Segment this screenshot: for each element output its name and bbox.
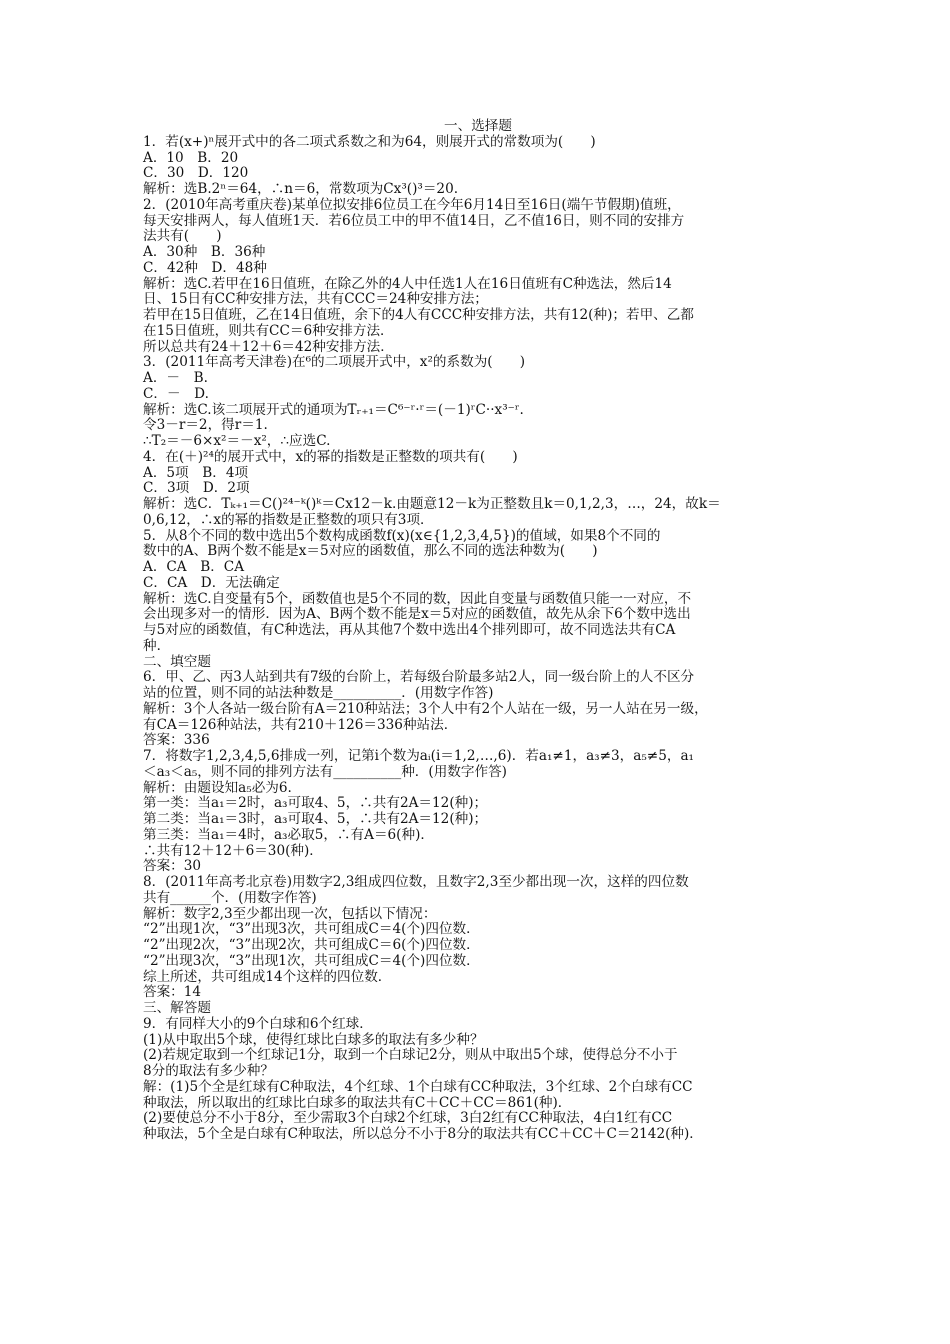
- text-line: A．10 B．20: [143, 149, 239, 166]
- text-line: ＜a₃＜a₅，则不同的排列方法有__________种．(用数字作答): [143, 763, 507, 780]
- text-line: 解析：由题设知a₅必为6.: [143, 779, 292, 796]
- text-line: 解析：选C.若甲在16日值班，在除乙外的4人中任选1人在16日值班有C种选法，然后14: [143, 275, 672, 292]
- text-line: 第二类：当a₁＝3时，a₃可取4、5，∴共有2A＝12(种)；: [143, 811, 488, 827]
- text-line: 所以总共有24＋12＋6＝42种安排方法．: [143, 338, 394, 355]
- text-line: A．－ B.: [143, 370, 208, 386]
- text-line: 8分的取法有多少种？: [143, 1063, 274, 1079]
- text-line: 会出现多对一的情形．因为A、B两个数不能是x＝5对应的函数值，故先从余下6个数中选出: [143, 606, 691, 623]
- text-line: “2”出现3次，“3”出现1次，共可组成C＝4(个)四位数．: [143, 952, 480, 969]
- text-line: A．5项 B．4项: [143, 464, 249, 481]
- text-line: 种取法，5个全是白球有C种取法，所以总分不小于8分的取法共有CC＋CC＋C＝2142(种)．: [143, 1126, 703, 1142]
- text-line: 答案：336: [143, 732, 210, 749]
- text-line: 综上所述，共可组成14个这样的四位数．: [143, 968, 392, 985]
- text-line: 9．有同样大小的9个白球和6个红球．: [143, 1015, 373, 1032]
- text-line: C．－ D.: [143, 385, 209, 402]
- text-line: 解析：3个人各站一级台阶有A＝210种站法；3个人中有2个人站在一级，另一人站在另一级，: [143, 700, 708, 717]
- text-line: 令3－r＝2，得r＝1.: [143, 417, 268, 434]
- text-line: C．30 D．120: [143, 165, 249, 182]
- text-line: C．CA D．无法确定: [143, 574, 280, 591]
- text-line: ∴共有12＋12＋6＝30(种)．: [143, 842, 323, 859]
- text-line: 解析：数字2,3至少都出现一次，包括以下情况：: [143, 905, 437, 922]
- text-line: 种取法，所以取出的红球比白球多的取法共有C＋CC＋CC＝861(种)．: [143, 1094, 572, 1111]
- text-line: A．CA B．CA: [143, 559, 245, 575]
- text-line: 法共有( ): [143, 228, 222, 245]
- text-line: 1．若(x+)ⁿ展开式中的各二项式系数之和为64，则展开式的常数项为( ): [143, 133, 596, 150]
- text-line: 共有______个．(用数字作答): [143, 889, 317, 906]
- text-line: ∴T₂＝－6×x²＝－x²，∴应选C.: [143, 433, 331, 449]
- text-line: 每天安排两人，每人值班1天．若6位员工中的甲不值14日，乙不值16日，则不同的安排方: [143, 212, 685, 229]
- section-heading: 一、选择题: [444, 118, 512, 134]
- text-line: 日、15日有CC种安排方法，共有CCC＝24种安排方法；: [143, 291, 488, 308]
- text-line: 答案：14: [143, 984, 202, 1001]
- text-line: 7．将数字1,2,3,4,5,6排成一列，记第i个数为aᵢ(i＝1,2,…,6)．若a₁≠1，a₃≠3，a₅≠5，a₁: [143, 748, 694, 764]
- text-line: 二、填空题: [143, 653, 211, 670]
- text-line: A．30种 B．36种: [143, 244, 266, 260]
- text-line: 解：(1)5个全是红球有C种取法，4个红球、1个白球有CC种取法，3个红球、2个白球有CC: [143, 1078, 693, 1095]
- text-line: “2”出现1次，“3”出现3次，共可组成C＝4(个)四位数．: [143, 921, 480, 938]
- text-line: 2．(2010年高考重庆卷)某单位拟安排6位员工在今年6月14日至16日(端午节假期)值班，: [143, 196, 681, 213]
- text-line: 8．(2011年高考北京卷)用数字2,3组成四位数，且数字2,3至少都出现一次，这样的四位数: [143, 874, 689, 890]
- text-line: 数中的A、B两个数不能是x＝5对应的函数值，那么不同的选法种数为( ): [143, 543, 598, 560]
- text-line: 4．在(＋)²⁴的展开式中，x的幂的指数是正整数的项共有( ): [143, 448, 518, 465]
- text-line: 在15日值班，则共有CC＝6种安排方法．: [143, 322, 394, 339]
- text-line: 5．从8个不同的数中选出5个数构成函数f(x)(x∈{1,2,3,4,5})的值域，如果8个不同的: [143, 527, 661, 544]
- text-line: (2)若规定取到一个红球记1分，取到一个白球记2分，则从中取出5个球，使得总分不小于: [143, 1047, 678, 1064]
- text-line: C．3项 D．2项: [143, 480, 250, 497]
- document-body: [143, 119, 813, 1143]
- text-line: 解析：选C．Tₖ₊₁＝C()²⁴⁻ᵏ()ᵏ＝Cx12－k.由题意12－k为正整数且k＝0,1,2,3，…，24，故k＝: [143, 496, 721, 512]
- text-line: 答案：30: [143, 858, 202, 875]
- text-line: 解析：选B.2ⁿ＝64，∴n＝6，常数项为Cx³()³＝20.: [143, 181, 459, 197]
- text-line: (1)从中取出5个球，使得红球比白球多的取法有多少种？: [143, 1031, 484, 1048]
- text-line: 站的位置，则不同的站法种数是__________．(用数字作答): [143, 685, 494, 701]
- text-line: 种．: [143, 637, 171, 654]
- text-line: 解析：选C.自变量有5个，函数值也是5个不同的数，因此自变量与函数值只能一一对应，不: [143, 590, 692, 607]
- text-line: 第一类：当a₁＝2时，a₃可取4、5，∴共有2A＝12(种)；: [143, 795, 488, 812]
- text-line: 6．甲、乙、丙3人站到共有7级的台阶上，若每级台阶最多站2人，同一级台阶上的人不区分: [143, 669, 695, 686]
- text-line: “2”出现2次，“3”出现2次，共可组成C＝6(个)四位数．: [143, 937, 480, 953]
- text-line: 3．(2011年高考天津卷)在⁶的二项展开式中，x²的系数为( ): [143, 354, 526, 371]
- text-line: 第三类：当a₁＝4时，a₃必取5，∴有A＝6(种)．: [143, 826, 434, 843]
- text-line: (2)要使总分不小于8分，至少需取3个白球2个红球，3白2红有CC种取法，4白1红有CC: [143, 1110, 673, 1127]
- text-line: 有CA＝126种站法，共有210＋126＝336种站法．: [143, 716, 458, 733]
- text-line: 三、解答题: [143, 1000, 211, 1016]
- text-line: 0,6,12，∴x的幂的指数是正整数的项只有3项．: [143, 511, 434, 528]
- text-line: 若甲在15日值班，乙在14日值班，余下的4人有CCC种安排方法，共有12(种)；若甲、乙都: [143, 307, 694, 323]
- text-line: C．42种 D．48种: [143, 259, 267, 276]
- text-line: 解析：选C.该二项展开式的通项为Tᵣ₊₁＝C⁶⁻ʳ·ʳ＝(－1)ʳC··x³⁻ʳ.: [143, 401, 524, 418]
- text-line: 与5对应的函数值，有C种选法，再从其他7个数中选出4个排列即可，故不同选法共有CA: [143, 622, 676, 638]
